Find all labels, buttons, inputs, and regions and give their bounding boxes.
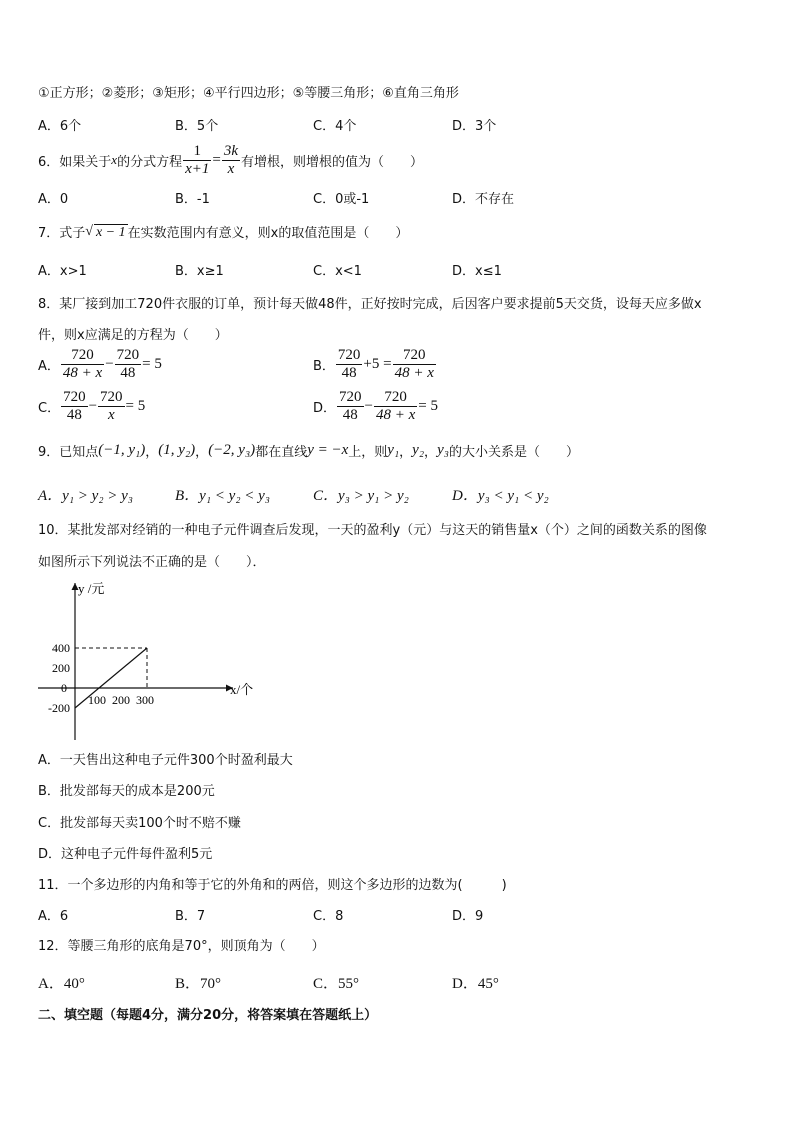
q5-option-c[interactable]: C．4个 <box>313 119 357 134</box>
q12-option-a[interactable] <box>38 972 85 993</box>
q10-option-c[interactable]: C．批发部每天卖100个时不赔不赚 <box>38 816 241 831</box>
q7-suffix: 在实数范围内有意义，则x的取值范围是（ ） <box>127 226 409 241</box>
q6-equals: = <box>212 151 221 168</box>
q5-option-d[interactable]: D．3个 <box>452 119 497 134</box>
x-tick-label: 200 <box>112 693 130 707</box>
q11-option-c[interactable]: C．8 <box>313 909 344 924</box>
q9-option-a-text: A．y₁ > y₂ > y₃ <box>38 488 134 504</box>
q11-stem: 11．一个多边形的内角和等于它的外角和的两倍，则这个多边形的边数为( ) <box>38 878 507 893</box>
q6-fraction-2 <box>222 143 240 178</box>
section-2-heading: 二、填空题（每题4分，满分20分，将答案填在答题纸上） <box>38 1008 378 1023</box>
q9-point-2: (1, y₂) <box>158 442 196 458</box>
q8-stem-line1: 8．某厂接到加工720件衣服的订单，预计每天做48件，正好按时完成，后因客户要求提前5天交货，设每天应多做x <box>38 297 702 312</box>
q9-point-3: (−2, y₃) <box>208 442 256 458</box>
q12-option-b-text: B．70° <box>175 976 222 992</box>
q6-var: x <box>111 152 118 167</box>
q9-prefix: 9．已知点 <box>38 445 99 460</box>
q9-sep-1: ， <box>145 445 159 460</box>
q9-suffix-1: 上，则 <box>348 445 388 460</box>
q8-b-n1: 720 <box>337 347 361 363</box>
q8-c-d2: x <box>107 407 115 423</box>
q7-option-a[interactable]: A．x>1 <box>38 264 87 279</box>
q12-option-b[interactable] <box>175 972 221 993</box>
q11-option-d[interactable]: D．9 <box>452 909 484 924</box>
q11-option-b[interactable]: B．7 <box>175 909 206 924</box>
q8-d-d1: 48 <box>342 407 358 423</box>
q12-option-d[interactable] <box>452 972 499 993</box>
q9-point-1: (−1, y₁) <box>98 442 146 458</box>
q10-graph <box>30 575 270 740</box>
q5-option-b[interactable]: B．5个 <box>175 119 219 134</box>
q8-c-rhs: = 5 <box>125 398 146 414</box>
q9-option-b[interactable] <box>175 484 270 505</box>
q10-stem-line2: 如图所示下列说法不正确的是（ ）． <box>38 555 266 570</box>
q8-d-op: − <box>364 398 373 414</box>
q7-option-c[interactable]: C．x<1 <box>313 264 362 279</box>
q8-c-n1: 720 <box>63 389 86 405</box>
y-tick-label: -200 <box>48 701 70 715</box>
q8-b-label: B． <box>313 359 335 374</box>
q10-stem-line1: 10．某批发部对经销的一种电子元件调查后发现，一天的盈利y（元）与这天的销售量x（个）之间的函数关系的图像 <box>38 523 707 538</box>
q12-option-c[interactable] <box>313 972 359 993</box>
q12-option-d-text: D．45° <box>452 976 499 992</box>
q7-option-d[interactable]: D．x≤1 <box>452 264 502 279</box>
q12-stem: 12．等腰三角形的底角是70°，则顶角为（ ） <box>38 939 325 954</box>
q8-b-d1: 48 <box>341 365 357 381</box>
q12-option-c-text: C．55° <box>313 976 360 992</box>
q8-a-n1: 720 <box>61 347 104 365</box>
q8-a-d2: 48 <box>120 365 136 381</box>
q9-suffix-2: 的大小关系是（ ） <box>448 445 579 460</box>
q8-option-b[interactable] <box>313 347 437 382</box>
x-tick-label: 0 <box>61 681 67 695</box>
q9-line-equation: y = −x <box>307 442 349 458</box>
q7-option-b[interactable]: B．x≥1 <box>175 264 224 279</box>
q9-var-y3: y₃ <box>437 442 449 458</box>
q8-d-n2: 720 <box>374 389 417 407</box>
q11-option-a[interactable]: A．6 <box>38 909 69 924</box>
q7-stem <box>38 222 408 241</box>
q10-option-d[interactable]: D．这种电子元件每件盈利5元 <box>38 847 213 862</box>
q9-option-a[interactable] <box>38 484 133 505</box>
q9-var-y1: y₁ <box>387 442 400 458</box>
q8-d-n1: 720 <box>339 389 362 405</box>
q9-mid: 都在直线 <box>255 445 308 460</box>
q8-d-d2: 48 + x <box>375 407 416 423</box>
q7-prefix: 7．式子 <box>38 226 86 241</box>
q8-stem-line2: 件，则x应满足的方程为（ ） <box>38 328 228 343</box>
q6-frac1-den: x+1 <box>185 160 210 177</box>
q9-comma-1: ， <box>399 445 413 460</box>
q6-option-c[interactable]: C．0或-1 <box>313 192 370 207</box>
q6-frac2-den: x <box>227 160 235 177</box>
q5-shape-list: ①正方形；②菱形；③矩形；④平行四边形；⑤等腰三角形；⑥直角三角形 <box>38 86 459 101</box>
q8-c-d1: 48 <box>66 407 82 423</box>
q5-option-a[interactable]: A．6个 <box>38 119 82 134</box>
q6-option-b[interactable]: B．-1 <box>175 192 210 207</box>
q6-suffix: 有增根，则增根的值为（ ） <box>241 154 424 170</box>
y-axis-label: y /元 <box>78 581 105 596</box>
q8-c-label: C． <box>38 401 61 416</box>
q10-option-a[interactable]: A．一天售出这种电子元件300个时盈利最大 <box>38 753 293 768</box>
q8-option-d[interactable] <box>313 389 438 424</box>
q6-option-d[interactable]: D．不存在 <box>452 192 515 207</box>
x-axis-label: x/个 <box>230 682 254 697</box>
q7-sqrt-sign: √ <box>85 223 93 239</box>
q10-option-b[interactable]: B．批发部每天的成本是200元 <box>38 784 215 799</box>
q8-a-op: − <box>105 356 114 372</box>
q9-stem <box>38 441 579 460</box>
q9-option-d[interactable] <box>452 484 549 505</box>
q8-option-c[interactable] <box>38 389 145 424</box>
q9-sep-2: ， <box>195 445 209 460</box>
q6-fraction-1 <box>183 143 211 178</box>
y-tick-label: 400 <box>52 641 70 655</box>
q8-a-rhs: = 5 <box>142 356 162 372</box>
q8-c-op: − <box>88 398 98 414</box>
q8-b-op: +5 = <box>363 356 392 372</box>
q6-frac2-num: 3k <box>223 142 238 159</box>
q8-c-n2: 720 <box>100 389 123 405</box>
q9-option-d-text: D．y₃ < y₁ < y₂ <box>452 488 549 504</box>
q8-option-a[interactable] <box>38 347 162 382</box>
q9-option-b-text: B．y₁ < y₂ < y₃ <box>175 488 271 504</box>
q8-a-label: A． <box>38 359 60 374</box>
q12-option-a-text: A．40° <box>38 976 85 992</box>
q6-frac1-num: 1 <box>183 143 211 161</box>
q9-var-y2: y₂ <box>412 442 425 458</box>
q8-d-label: D． <box>313 401 337 416</box>
q8-a-d1: 48 + x <box>62 365 103 381</box>
q9-option-c[interactable] <box>313 484 409 505</box>
q8-d-rhs: = 5 <box>418 398 438 414</box>
q7-radicand: x − 1 <box>95 224 126 240</box>
q9-option-c-text: C．y₃ > y₁ > y₂ <box>313 488 409 504</box>
x-tick-label: 100 <box>88 693 106 707</box>
q8-b-n2: 720 <box>393 347 436 365</box>
q8-b-d2: 48 + x <box>394 365 434 381</box>
y-tick-label: 200 <box>52 661 70 675</box>
x-tick-label: 300 <box>136 693 154 707</box>
q8-a-n2: 720 <box>116 347 140 363</box>
q6-option-a[interactable]: A．0 <box>38 192 69 207</box>
q6-prefix: 6．如果关于 <box>38 154 112 170</box>
q6-stem <box>38 140 423 180</box>
q9-comma-2: ， <box>424 445 438 460</box>
q6-mid: 的分式方程 <box>117 154 183 170</box>
